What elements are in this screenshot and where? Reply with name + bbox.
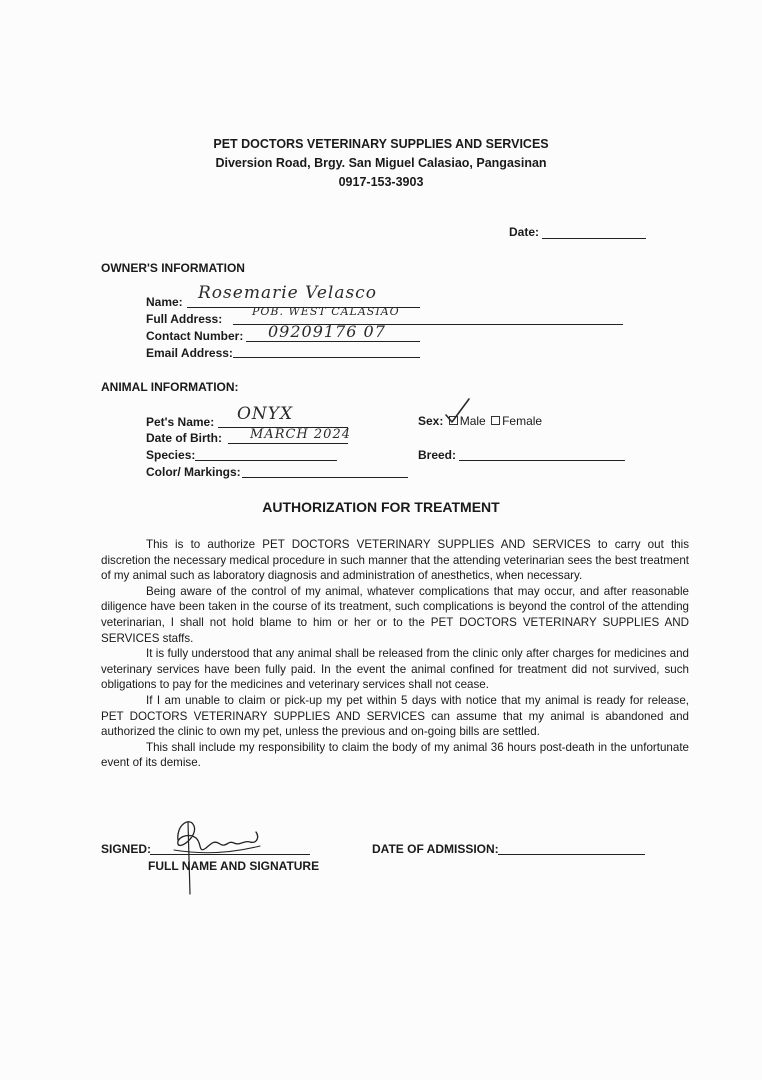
company-phone: 0917-153-3903	[338, 175, 424, 189]
paragraph-2: Being aware of the control of my animal, whatever complications that may occur, and after reasonable diligence have been taken in the course of its treatment, such complications is beyond the control of the attending veterinarian, I shall not hold blame to him or her or to the PET DOCTORS VETERINARY SUPPLIES AND SERVICES staffs.	[101, 584, 689, 645]
sex-field	[418, 414, 542, 428]
female-option-label: Female	[502, 414, 543, 428]
color-field[interactable]	[242, 477, 408, 478]
name-label: Name:	[146, 295, 183, 309]
pet-name-label: Pet's Name:	[146, 415, 215, 429]
owner-section-title: OWNER'S INFORMATION	[101, 261, 245, 275]
paragraph-1: This is to authorize PET DOCTORS VETERINARY SUPPLIES AND SERVICES to carry out this discretion the necessary medical procedure in such manner that the attending veterinarian sees the best treatment of my animal such as laboratory diagnosis and administration of anesthetics, when necessary.	[101, 538, 689, 583]
signature-icon	[168, 810, 268, 900]
signed-label: SIGNED:	[101, 842, 152, 856]
date-field[interactable]	[542, 238, 646, 239]
paragraph-4: If I am unable to claim or pick-up my pet within 5 days with notice that my animal is ready for release, PET DOCTORS VETERINARY SUPPLIES AND SERVICES can assume that my animal is abandoned and authorized the clinic to own my pet, unless the previous and on-going bills are settled.	[101, 693, 689, 739]
admission-field[interactable]	[498, 854, 645, 855]
female-checkbox[interactable]	[491, 416, 500, 425]
color-label: Color/ Markings:	[146, 465, 241, 479]
company-name: PET DOCTORS VETERINARY SUPPLIES AND SERVICES	[213, 137, 549, 151]
species-field[interactable]	[195, 460, 337, 461]
breed-field[interactable]	[459, 460, 625, 461]
breed-label: Breed:	[418, 448, 457, 462]
authorization-body	[101, 537, 689, 771]
male-option-label: Male	[459, 414, 486, 428]
address-value: POB. WEST CALASIAO	[252, 305, 400, 318]
date-label: Date:	[509, 225, 540, 239]
email-field[interactable]	[233, 357, 420, 358]
dob-field[interactable]	[228, 443, 348, 444]
company-address: Diversion Road, Brgy. San Miguel Calasiao, Pangasinan	[215, 156, 547, 170]
dob-value: MARCH 2024	[250, 427, 351, 442]
animal-section-title: ANIMAL INFORMATION:	[101, 380, 239, 394]
sex-label: Sex:	[418, 414, 444, 428]
checkmark-icon	[443, 397, 473, 425]
paragraph-5: This shall include my responsibility to claim the body of my animal 36 hours post-death in the unfortunate event of its demise.	[101, 740, 689, 770]
name-value: Rosemarie Velasco	[198, 283, 377, 303]
contact-field[interactable]	[246, 341, 420, 342]
email-label: Email Address:	[146, 346, 233, 360]
admission-label: DATE OF ADMISSION:	[372, 842, 499, 856]
signature-caption: FULL NAME AND SIGNATURE	[148, 859, 320, 873]
paragraph-3: It is fully understood that any animal shall be released from the clinic only after charges for medicines and veterinary services have been fully paid. In the event the animal confined for treatment did not survived, such obligations to pay for the medicines and veterinary services shall not cease.	[101, 647, 689, 692]
contact-label: Contact Number:	[146, 329, 244, 343]
address-label: Full Address:	[146, 312, 223, 326]
species-label: Species:	[146, 448, 196, 462]
authorization-title: AUTHORIZATION FOR TREATMENT	[262, 499, 500, 515]
contact-value: 09209176 07	[268, 322, 386, 341]
pet-name-value: ONYX	[237, 404, 294, 424]
dob-label: Date of Birth:	[146, 431, 222, 445]
